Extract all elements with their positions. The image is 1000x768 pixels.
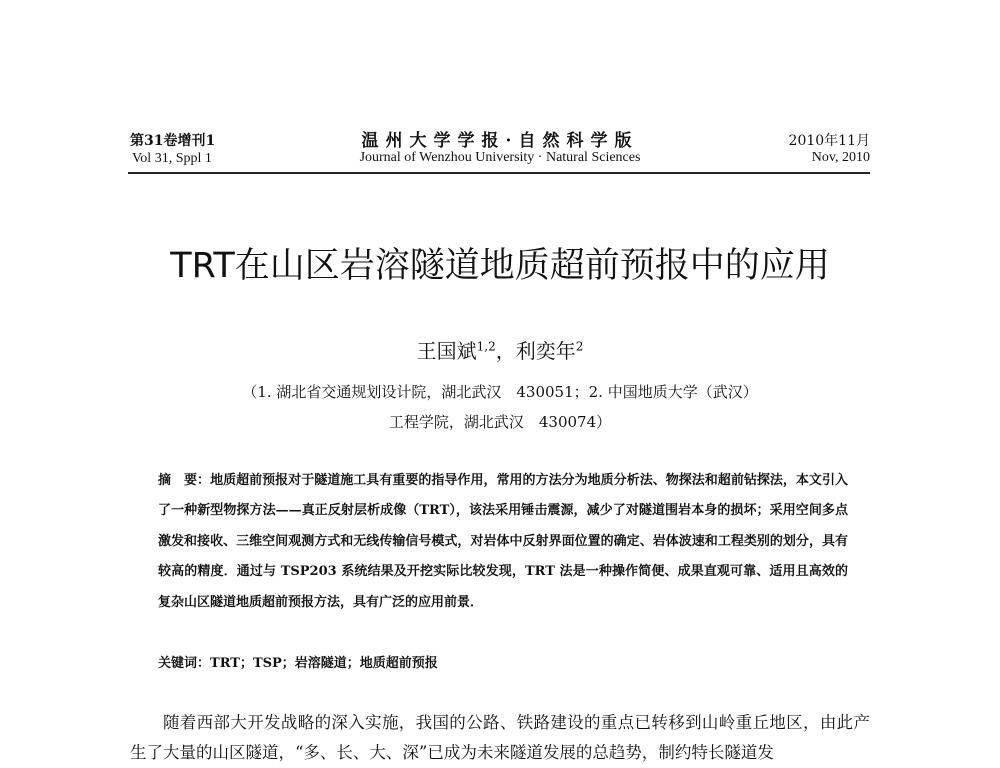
paper-title: TRT在山区岩溶隧道地质超前预报中的应用 (170, 246, 830, 286)
author-separator: ， (495, 339, 516, 363)
author-2-affil: 2 (575, 339, 584, 354)
journal-title-en: Journal of Wenzhou University · Natural Sciences (359, 150, 641, 165)
date-cn: 2010年11月 (788, 133, 870, 149)
keywords-label: 关键词： (158, 656, 211, 671)
volume-cn: 第31卷增刊1 (130, 133, 216, 149)
abstract-label: 摘 要： (158, 473, 211, 488)
keywords-text: TRT；TSP；岩溶隧道；地质超前预报 (210, 656, 438, 671)
date-en: Nov, 2010 (811, 150, 870, 165)
author-1: 王国斌 (416, 339, 477, 363)
body-paragraph: 随着西部大开发战略的深入实施，我国的公路、铁路建设的重点已转移到山岭重丘地区，由此产生了大量的山区隧道，“多、长、大、深”已成为未来隧道发展的总趋势，制约特长隧道发 (130, 713, 870, 762)
header-rule (128, 172, 870, 174)
author-2: 利奕年 (515, 339, 576, 363)
journal-title-cn: 温州大学学报·自然科学版 (361, 131, 639, 151)
abstract-text: 地质超前预报对于隧道施工具有重要的指导作用，常用的方法分为地质分析法、物探法和超前钻探法，本文引入了一种新型物探方法——真正反射层析成像（TRT），该法采用锤击震源，减少了对隧道围岩本身的损坏；采用空间多点激发和接收、三维空间观测方式和无线传输信号模式，对岩体中反射界面位置的确定、岩体波速和工程类别的划分，具有较高的精度．通过与 TSP203 系统结果及开挖实际比较发现，TRT 法是一种操作简便、成果直观可靠、适用且高效的复杂山区隧道地质超前预报方法，具有广泛的应用前景． (158, 473, 848, 610)
affiliation-line-2: 工程学院，湖北武汉 430074） (388, 413, 612, 431)
keywords (158, 652, 438, 671)
authors (0, 335, 1000, 364)
affiliation-line-1: （1. 湖北省交通规划设计院，湖北武汉 430051；2. 中国地质大学（武汉） (242, 383, 758, 401)
author-1-affil: 1,2 (476, 339, 496, 354)
abstract (158, 466, 848, 618)
volume-en: Vol 31, Sppl 1 (132, 151, 212, 166)
